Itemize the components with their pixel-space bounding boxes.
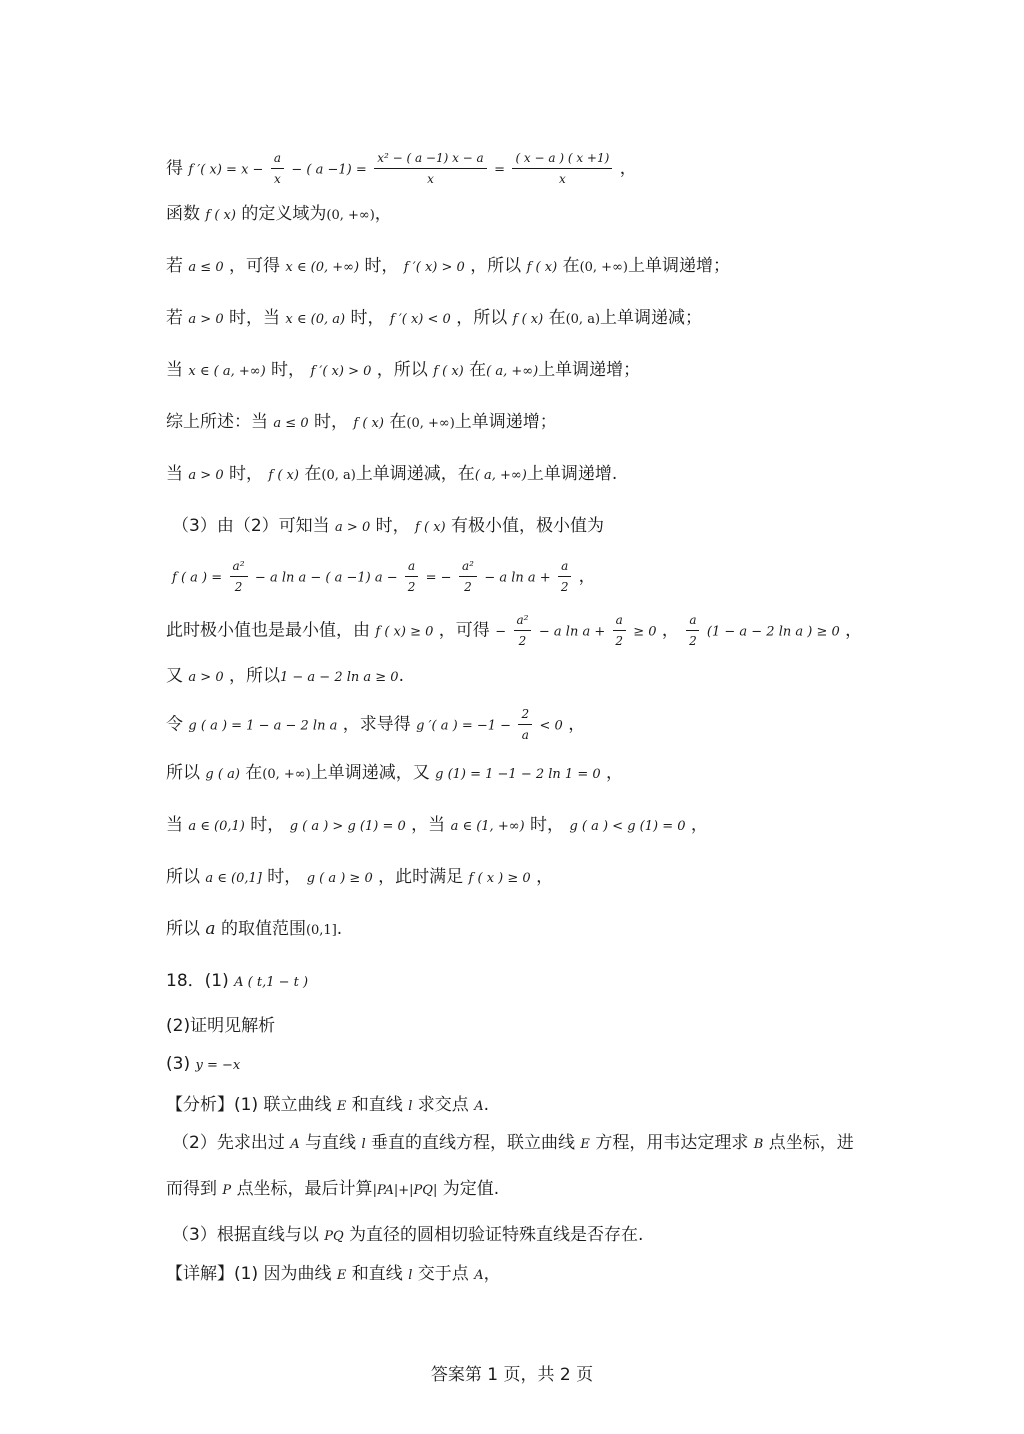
math: − ( a −1) = bbox=[291, 162, 367, 178]
summary-line-2: 当 a > 0 时， f ( x) 在(0, a)上单调递减，在( a, +∞)上单调递增. bbox=[166, 464, 618, 484]
summary-line-1: 综上所述：当 a ≤ 0 时， f ( x) 在(0, +∞)上单调递增； bbox=[166, 412, 557, 432]
g-sign-line: 当 a ∈ (0,1) 时， g ( a ) > g (1) = 0 ，当 a ∈ (1, +∞) 时， g ( a ) < g (1) = 0 ， bbox=[166, 815, 708, 835]
case-line-2: 若 a > 0 时，当 x ∈ (0, a) 时， f ′( x) < 0 ，所以 f ( x) 在(0, a)上单调递减； bbox=[166, 308, 703, 328]
q18-answer-2: (2)证明见解析 bbox=[166, 1016, 276, 1036]
q18-answer-3: (3) y = −x bbox=[166, 1054, 241, 1074]
case-line-1: 若 a ≤ 0 ，可得 x ∈ (0, +∞) 时， f ′( x) > 0 ，所以 f ( x) 在(0, +∞)上单调递增； bbox=[166, 256, 730, 276]
case-line-3: 当 x ∈ ( a, +∞) 时， f ′( x) > 0 ，所以 f ( x) 在( a, +∞)上单调递增； bbox=[166, 360, 641, 380]
positivity-line: 又 a > 0 ，所以1 − a − 2 ln a ≥ 0. bbox=[166, 666, 404, 686]
math: f ′( x) = x − bbox=[188, 162, 264, 178]
g-derivative-line: 令 g ( a ) = 1 − a − 2 ln a ，求导得 g ′( a ) = −1 − $\frac{2}{a}$ < 0 ， bbox=[166, 707, 586, 742]
analysis-line-3: 而得到 P 点坐标，最后计算|PA|+|PQ| 为定值. bbox=[166, 1179, 500, 1199]
part3-line: （3）由（2）可知当 a > 0 时， f ( x) 有极小值，极小值为 bbox=[172, 516, 605, 536]
min-condition-line: 此时极小值也是最小值，由 f ( x) ≥ 0 ，可得 − $\frac{\text{a²}}{2}$ − a ln a + $\frac{a}{2}$ ≥ 0 ， $\frac{a}{2}$ (1 − a − 2 ln a ) ≥ 0 ， bbox=[166, 613, 863, 648]
fraction: $\frac{\text{x² − ( a −1) x − a}}{x}$ bbox=[374, 150, 487, 187]
analysis-line-2: （2）先求出过 A 与直线 l 垂直的直线方程，联立曲线 E 方程，用韦达定理求 B 点坐标，进 bbox=[172, 1133, 854, 1153]
fraction: $\frac{( x - a ) ( x +1)}{x}$ bbox=[512, 150, 612, 187]
analysis-line-1: 【分析】(1) 联立曲线 E 和直线 l 求交点 A. bbox=[166, 1095, 489, 1115]
text: 得 bbox=[166, 158, 183, 179]
domain-line: 函数 f ( x) 的定义域为(0, +∞)， bbox=[166, 204, 392, 224]
derivative-line bbox=[166, 150, 637, 187]
fraction: $\frac{a}{x}$ bbox=[271, 150, 284, 187]
min-value-line: f ( a ) = $\frac{\text{a²}}{2}$ − a ln a − ( a −1) a − $\frac{a}{2}$ = − $\frac{\text{a²}}{2}$ − a ln a + $\frac{a}{2}$ ， bbox=[172, 559, 596, 594]
text: ， bbox=[619, 158, 637, 179]
conclusion-line: 所以 a ∈ (0,1] 时， g ( a ) ≥ 0 ，此时满足 f ( x ) ≥ 0 ， bbox=[166, 867, 554, 887]
page-footer: 答案第 1 页，共 2 页 bbox=[430, 1365, 594, 1385]
g-monotone-line: 所以 g ( a) 在(0, +∞)上单调递减，又 g (1) = 1 −1 − 2 ln 1 = 0 ， bbox=[166, 763, 624, 783]
detail-line-1: 【详解】(1) 因为曲线 E 和直线 l 交于点 A， bbox=[166, 1264, 501, 1284]
analysis-line-4: （3）根据直线与以 PQ 为直径的圆相切验证特殊直线是否存在. bbox=[172, 1225, 644, 1245]
math: = bbox=[494, 162, 506, 178]
q18-answer-1: 18．(1) A ( t,1 − t ) bbox=[166, 971, 309, 991]
range-line: 所以 a 的取值范围(0,1]. bbox=[166, 919, 343, 939]
